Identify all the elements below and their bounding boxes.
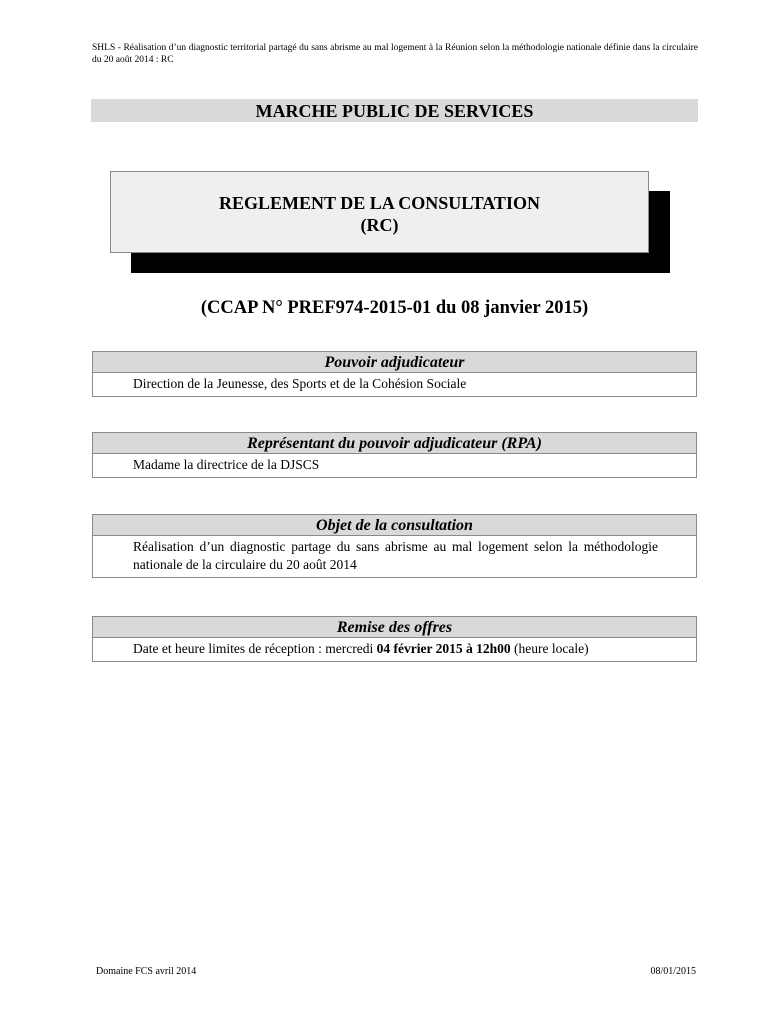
ccap-reference: (CCAP N° PREF974-2015-01 du 08 janvier 2015) [200,298,589,318]
section-heading: Objet de la consultation [93,515,696,536]
section-body [93,638,696,661]
deadline-prefix: Date et heure limites de réception : mercredi [133,641,377,656]
section-heading: Pouvoir adjudicateur [93,352,696,373]
section-body: Direction de la Jeunesse, des Sports et de la Cohésion Sociale [133,376,467,391]
section-objet [92,514,697,578]
deadline-suffix: (heure locale) [510,641,589,656]
main-title: MARCHE PUBLIC DE SERVICES [91,99,698,122]
footer-left: Domaine FCS avril 2014 [96,966,197,977]
section-body: Madame la directrice de la DJSCS [133,457,320,472]
section-heading: Remise des offres [93,617,696,638]
section-pouvoir-adjudicateur [92,351,697,397]
running-header: SHLS - Réalisation d’un diagnostic territorial partagé du sans abrisme au mal logement à la Réunion selon la méthodologie nationale définie dans la circulaire du 20 août 2014 : RC [92,43,698,65]
section-heading: Représentant du pouvoir adjudicateur (RPA) [93,433,696,454]
section-body: Réalisation d’un diagnostic partage du sans abrisme au mal logement selon la méthodologie nationale de la circulaire du 20 août 2014 [133,539,658,572]
rc-title-line1: REGLEMENT DE LA CONSULTATION [219,193,540,213]
footer-right: 08/01/2015 [650,966,696,977]
rc-title-line2: (RC) [360,215,399,235]
rc-title-box [110,171,649,253]
section-rpa [92,432,697,478]
section-remise-offres [92,616,697,662]
deadline-date: 04 février 2015 à 12h00 [376,641,511,656]
